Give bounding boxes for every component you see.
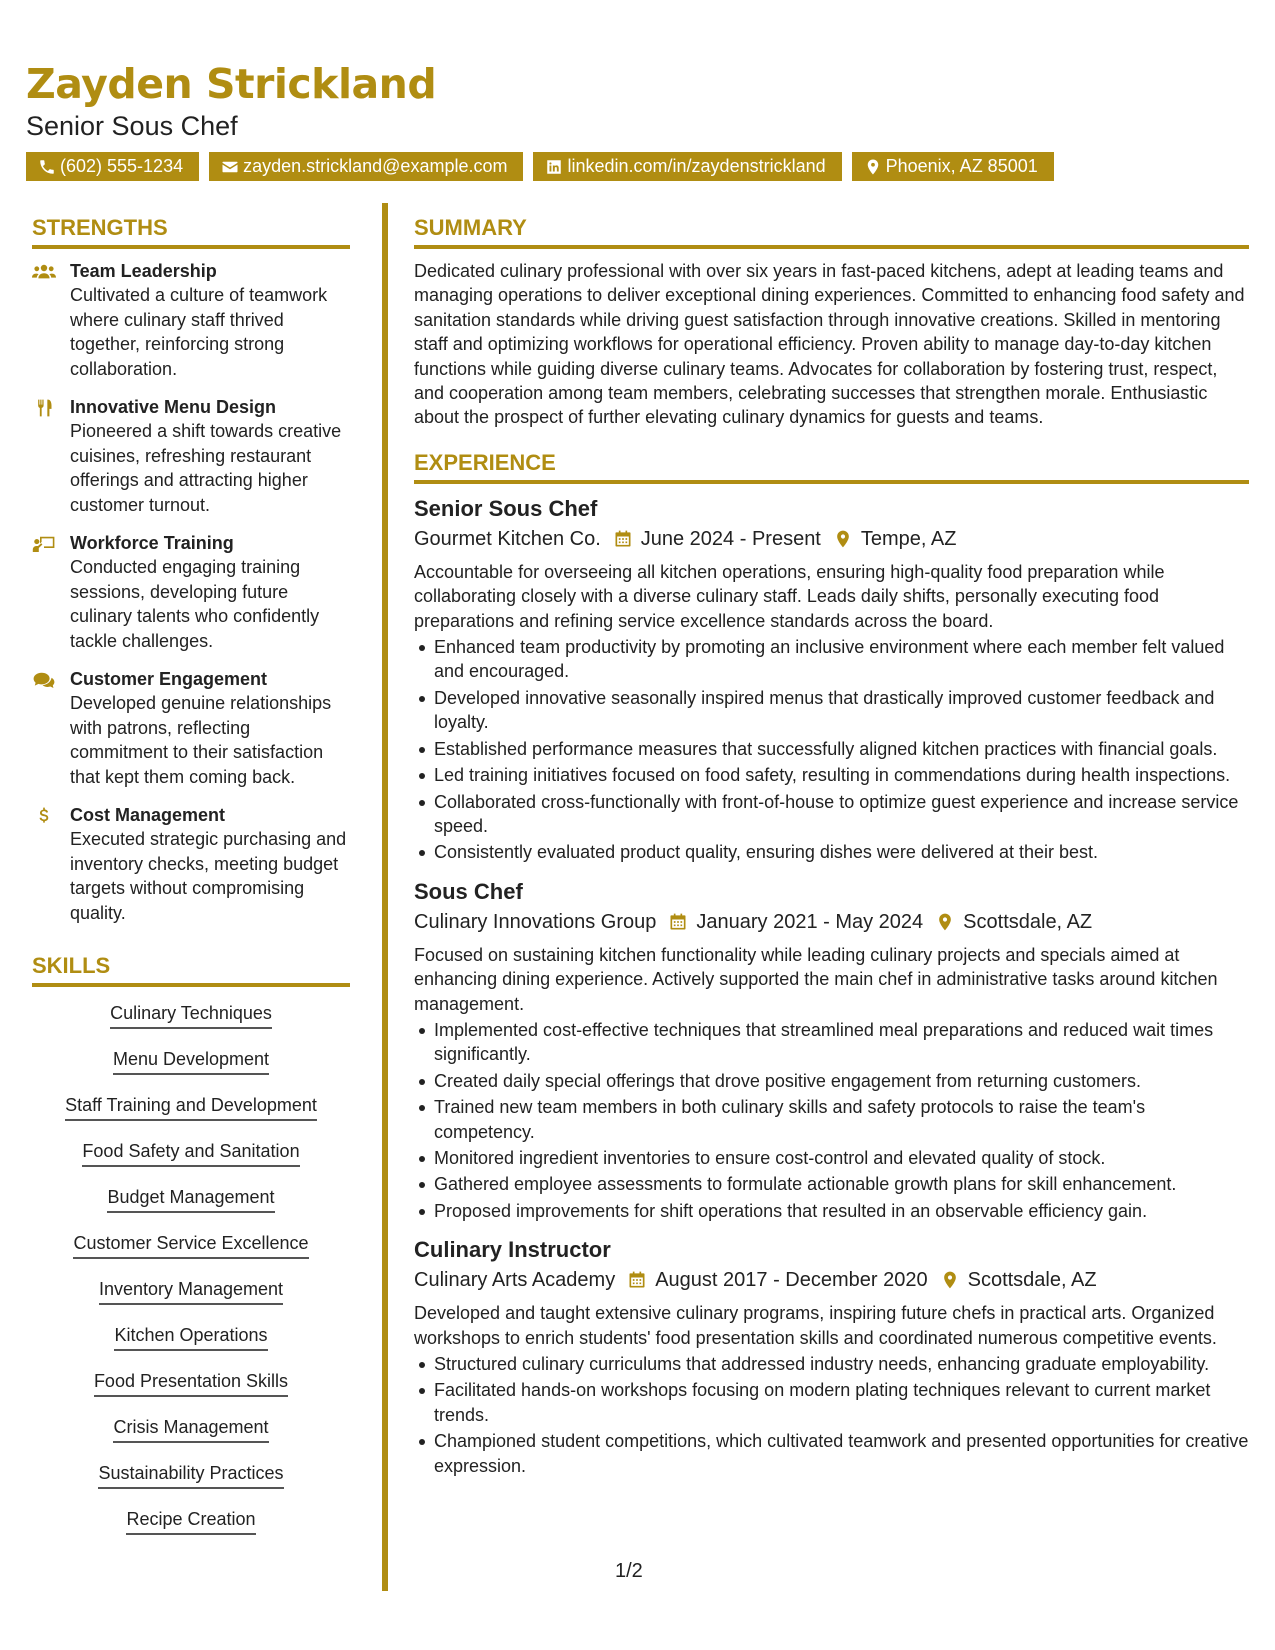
job-title: Culinary Instructor bbox=[414, 1237, 611, 1263]
job-location: Tempe, AZ bbox=[860, 527, 957, 550]
contact-bar bbox=[26, 152, 1249, 181]
experience-heading: EXPERIENCE bbox=[414, 448, 1249, 484]
strength-title: Cost Management bbox=[70, 805, 226, 825]
candidate-name: Zayden Strickland bbox=[26, 60, 437, 108]
strength-title: Innovative Menu Design bbox=[70, 397, 277, 417]
calendar-icon bbox=[668, 912, 688, 932]
strength-item bbox=[32, 259, 350, 381]
bullet-item: Trained new team members in both culinary skills and safety protocols to raise the team's competency. bbox=[432, 1095, 1249, 1144]
job-dates: June 2024 - Present bbox=[640, 527, 821, 550]
skills-heading: SKILLS bbox=[32, 951, 350, 987]
job-dates: January 2021 - May 2024 bbox=[696, 910, 924, 933]
skills-list bbox=[32, 1001, 350, 1553]
strength-desc: Pioneered a shift towards creative cuisines, refreshing restaurant offerings and attracting higher customer turnout. bbox=[70, 421, 342, 515]
map-pin-icon bbox=[833, 529, 853, 549]
bullet-item: Developed innovative seasonally inspired menus that drastically improved customer feedback and loyalty. bbox=[432, 686, 1249, 735]
job-title: Sous Chef bbox=[414, 878, 523, 904]
calendar-icon bbox=[627, 1270, 647, 1290]
bullet-item: Structured culinary curriculums that addressed industry needs, enhancing graduate employability. bbox=[432, 1352, 1249, 1376]
skill-item: Customer Service Excellence bbox=[73, 1231, 308, 1259]
job-dates: August 2017 - December 2020 bbox=[655, 1269, 928, 1292]
skill-item: Budget Management bbox=[107, 1185, 274, 1213]
strengths-heading: STRENGTHS bbox=[32, 213, 350, 249]
job-description: Focused on sustaining kitchen functionality while leading culinary projects and specials aimed at enhancing dining experience. Actively supported the main chef in administrative tasks around kitchen management. bbox=[414, 944, 1218, 1014]
contact-phone-text: (602) 555-1234 bbox=[60, 156, 184, 176]
strength-item bbox=[32, 667, 350, 789]
bullet-item: Proposed improvements for shift operations that resulted in an observable efficiency gain. bbox=[432, 1199, 1249, 1223]
comments-icon bbox=[32, 670, 56, 690]
skill-item: Sustainability Practices bbox=[98, 1461, 283, 1489]
utensils-icon bbox=[32, 398, 56, 418]
bullet-item: Monitored ingredient inventories to ensure cost-control and elevated quality of stock. bbox=[432, 1146, 1249, 1170]
contact-linkedin-text: linkedin.com/in/zaydenstrickland bbox=[567, 156, 826, 176]
envelope-icon bbox=[221, 158, 239, 176]
bullet-item: Gathered employee assessments to formulate actionable growth plans for skill enhancement. bbox=[432, 1172, 1249, 1196]
job-company: Culinary Innovations Group bbox=[414, 910, 657, 933]
contact-email[interactable] bbox=[209, 152, 523, 181]
contact-phone[interactable] bbox=[26, 152, 199, 181]
skill-item: Culinary Techniques bbox=[110, 1001, 272, 1029]
candidate-title: Senior Sous Chef bbox=[26, 111, 238, 141]
job-entry bbox=[414, 877, 1249, 1223]
skill-item: Kitchen Operations bbox=[114, 1323, 267, 1351]
strength-title: Workforce Training bbox=[70, 533, 234, 553]
skill-item: Inventory Management bbox=[99, 1277, 283, 1305]
chalkboard-teacher-icon bbox=[32, 534, 56, 554]
job-description: Developed and taught extensive culinary programs, inspiring future chefs in practical arts. Organized workshops to enrich students' food presentation skills and coordinated numerous competitive events. bbox=[414, 1303, 1217, 1348]
bullet-item: Consistently evaluated product quality, ensuring dishes were delivered at their best. bbox=[432, 840, 1249, 864]
job-location: Scottsdale, AZ bbox=[967, 1269, 1097, 1292]
job-entry bbox=[414, 1235, 1249, 1478]
summary-text: Dedicated culinary professional with over six years in fast-paced kitchens, adept at leading teams and managing operations to deliver exceptional dining experiences. Committed to enhancing food safety and sanitation standards while driving guest satisfaction through innovative creations. Skilled in mentoring staff and optimizing workflows for operational efficiency. Proven ability to manage day-to-day kitchen functions while guiding diverse culinary teams. Advocates for collaboration by fostering trust, respect, and cooperation among team members, celebrating successes that strengthen morale. Enthusiastic about the prospect of further elevating culinary dynamics for guests and teams. bbox=[414, 261, 1245, 428]
job-meta bbox=[414, 1265, 1249, 1295]
skill-item: Crisis Management bbox=[113, 1415, 268, 1443]
map-pin-icon bbox=[935, 912, 955, 932]
job-meta bbox=[414, 524, 1249, 554]
strength-item bbox=[32, 803, 350, 925]
strength-title: Customer Engagement bbox=[70, 669, 268, 689]
skill-item: Staff Training and Development bbox=[65, 1093, 317, 1121]
phone-icon bbox=[38, 158, 56, 176]
bullet-item: Established performance measures that successfully aligned kitchen practices with financial goals. bbox=[432, 737, 1249, 761]
calendar-icon bbox=[613, 529, 633, 549]
contact-linkedin[interactable] bbox=[533, 152, 841, 181]
page-number: 1/2 bbox=[615, 1560, 643, 1582]
job-location: Scottsdale, AZ bbox=[963, 910, 1093, 933]
contact-location-text: Phoenix, AZ 85001 bbox=[885, 156, 1038, 176]
bullet-item: Implemented cost-effective techniques that streamlined meal preparations and reduced wait times significantly. bbox=[432, 1018, 1249, 1067]
job-company: Culinary Arts Academy bbox=[414, 1269, 616, 1292]
skill-item: Food Presentation Skills bbox=[94, 1369, 288, 1397]
map-pin-icon bbox=[864, 158, 882, 176]
skill-item: Recipe Creation bbox=[126, 1507, 255, 1535]
job-meta bbox=[414, 907, 1249, 937]
strength-desc: Developed genuine relationships with patrons, reflecting commitment to their satisfaction that kept them coming back. bbox=[70, 693, 332, 787]
summary-heading: SUMMARY bbox=[414, 213, 1249, 249]
strength-title: Team Leadership bbox=[70, 261, 217, 281]
strength-desc: Executed strategic purchasing and inventory checks, meeting budget targets without compromising quality. bbox=[70, 829, 347, 923]
contact-email-text: zayden.strickland@example.com bbox=[243, 156, 508, 176]
job-company: Gourmet Kitchen Co. bbox=[414, 527, 601, 550]
job-description: Accountable for overseeing all kitchen operations, ensuring high-quality food preparation while collaborating closely with a diverse culinary staff. Leads daily shifts, personally executing food preparations and refining service excellence standards across the board. bbox=[414, 561, 1165, 631]
strength-item bbox=[32, 395, 350, 517]
map-pin-icon bbox=[940, 1270, 960, 1290]
strength-desc: Cultivated a culture of teamwork where culinary staff thrived together, reinforcing strong collaboration. bbox=[70, 285, 328, 379]
job-bullets bbox=[414, 1352, 1249, 1478]
dollar-icon bbox=[32, 806, 56, 826]
bullet-item: Led training initiatives focused on food safety, resulting in commendations during health inspections. bbox=[432, 763, 1249, 787]
strength-item bbox=[32, 531, 350, 653]
contact-location bbox=[852, 152, 1054, 181]
bullet-item: Collaborated cross-functionally with front-of-house to optimize guest experience and increase service speed. bbox=[432, 790, 1249, 839]
skill-item: Food Safety and Sanitation bbox=[82, 1139, 299, 1167]
job-bullets bbox=[414, 635, 1249, 865]
linkedin-icon bbox=[545, 158, 563, 176]
job-entry bbox=[414, 494, 1249, 865]
bullet-item: Championed student competitions, which cultivated teamwork and presented opportunities for creative expression. bbox=[432, 1429, 1249, 1478]
left-column bbox=[32, 213, 350, 1553]
column-divider bbox=[382, 203, 388, 1591]
job-title: Senior Sous Chef bbox=[414, 495, 598, 521]
right-column bbox=[414, 213, 1249, 1490]
users-icon bbox=[32, 262, 56, 282]
resume-header bbox=[26, 58, 1249, 181]
bullet-item: Enhanced team productivity by promoting an inclusive environment where each member felt valued and encouraged. bbox=[432, 635, 1249, 684]
strength-desc: Conducted engaging training sessions, developing future culinary talents who confidently tackle challenges. bbox=[70, 557, 320, 651]
bullet-item: Facilitated hands-on workshops focusing on modern plating techniques relevant to current market trends. bbox=[432, 1378, 1249, 1427]
job-bullets bbox=[414, 1018, 1249, 1223]
skill-item: Menu Development bbox=[113, 1047, 269, 1075]
bullet-item: Created daily special offerings that drove positive engagement from returning customers. bbox=[432, 1069, 1249, 1093]
